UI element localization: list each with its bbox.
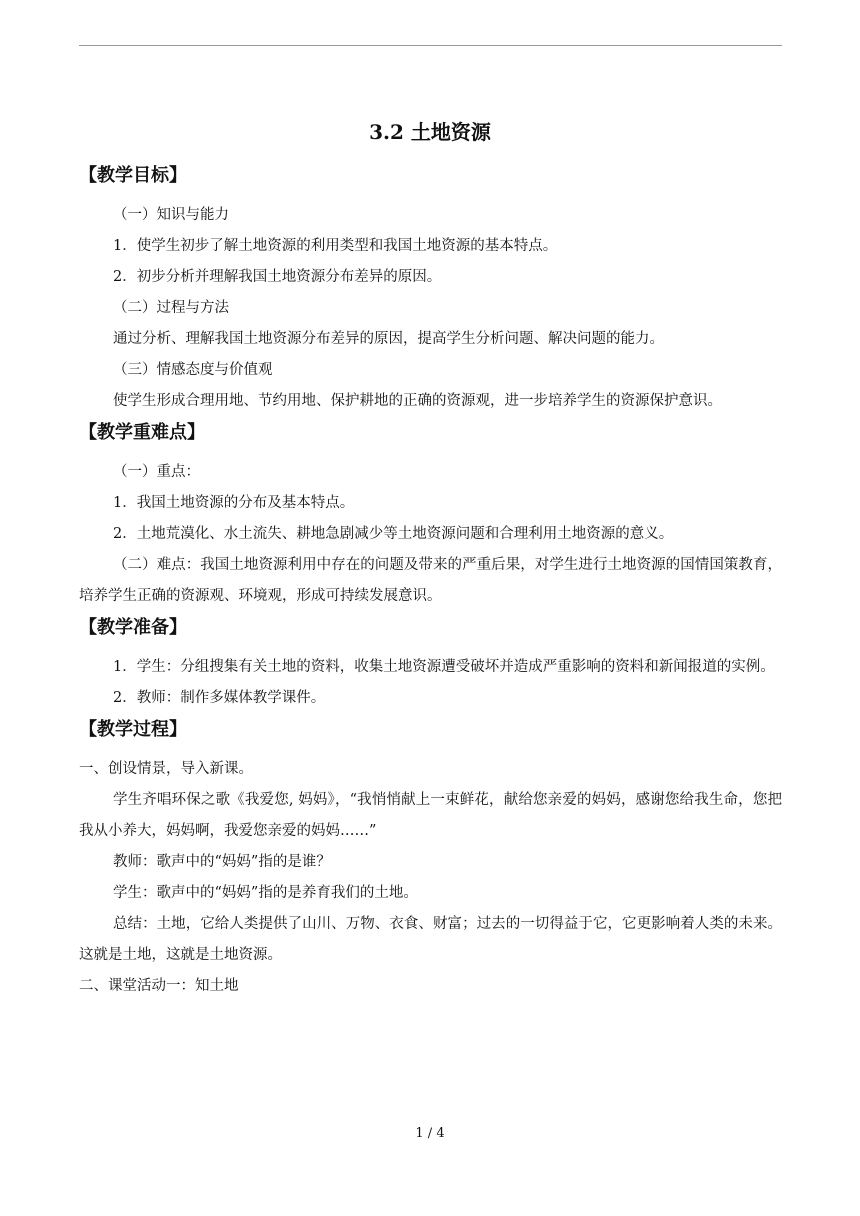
paragraph: （三）情感态度与价值观 bbox=[113, 362, 273, 378]
paragraph: 2．初步分析并理解我国土地资源分布差异的原因。 bbox=[113, 269, 442, 285]
page-number: 1 / 4 bbox=[415, 1126, 445, 1141]
section-spacer bbox=[79, 192, 782, 200]
paragraph: 2．教师：制作多媒体教学课件。 bbox=[113, 690, 326, 706]
paragraph: 教师：歌声中的“妈妈”指的是谁？ bbox=[113, 854, 331, 870]
document-title: 3.2 土地资源 bbox=[369, 120, 491, 144]
paragraph: 总结：土地，它给人类提供了山川、万物、衣食、财富；过去的一切得益于它，它更影响着人类的未来。这就是土地，这就是土地资源。 bbox=[79, 916, 782, 963]
paragraph: 1．使学生初步了解土地资源的利用类型和我国土地资源的基本特点。 bbox=[113, 238, 558, 254]
paragraph: 学生：歌声中的“妈妈”指的是养育我们的土地。 bbox=[113, 885, 418, 901]
section-spacer bbox=[79, 644, 782, 652]
paragraph: 一、创设情景，导入新课。 bbox=[79, 761, 253, 777]
section-heading: 【教学重难点】 bbox=[79, 422, 205, 443]
paragraph: 使学生形成合理用地、节约用地、保护耕地的正确的资源观，进一步培养学生的资源保护意识。 bbox=[113, 393, 722, 409]
paragraph: （一）重点： bbox=[113, 464, 200, 480]
paragraph: 1．我国土地资源的分布及基本特点。 bbox=[113, 495, 355, 511]
section-heading: 【教学目标】 bbox=[79, 165, 187, 186]
paragraph: 二、课堂活动一：知土地 bbox=[79, 978, 239, 994]
paragraph: 通过分析、理解我国土地资源分布差异的原因，提高学生分析问题、解决问题的能力。 bbox=[113, 331, 664, 347]
paragraph: （二）过程与方法 bbox=[113, 300, 229, 316]
paragraph: 学生齐唱环保之歌《我爱您, 妈妈》，“我悄悄献上一束鲜花，献给您亲爱的妈妈，感谢您给我生命，您把我从小养大，妈妈啊，我爱您亲爱的妈妈……” bbox=[79, 792, 782, 839]
section-spacer bbox=[79, 449, 782, 457]
paragraph: （二）难点：我国土地资源利用中存在的问题及带来的严重后果，对学生进行土地资源的国情国策教育，培养学生正确的资源观、环境观，形成可持续发展意识。 bbox=[79, 557, 782, 604]
document-body bbox=[79, 160, 782, 1002]
paragraph: 1．学生：分组搜集有关土地的资料，收集土地资源遭受破坏并造成严重影响的资料和新闻报道的实例。 bbox=[113, 659, 775, 675]
paragraph: 2．土地荒漠化、水土流失、耕地急剧减少等土地资源问题和合理利用土地资源的意义。 bbox=[113, 526, 674, 542]
section-spacer bbox=[79, 746, 782, 754]
header-rule bbox=[79, 45, 782, 46]
section-heading: 【教学准备】 bbox=[79, 617, 187, 638]
section-heading: 【教学过程】 bbox=[79, 719, 187, 740]
paragraph: （一）知识与能力 bbox=[113, 207, 229, 223]
